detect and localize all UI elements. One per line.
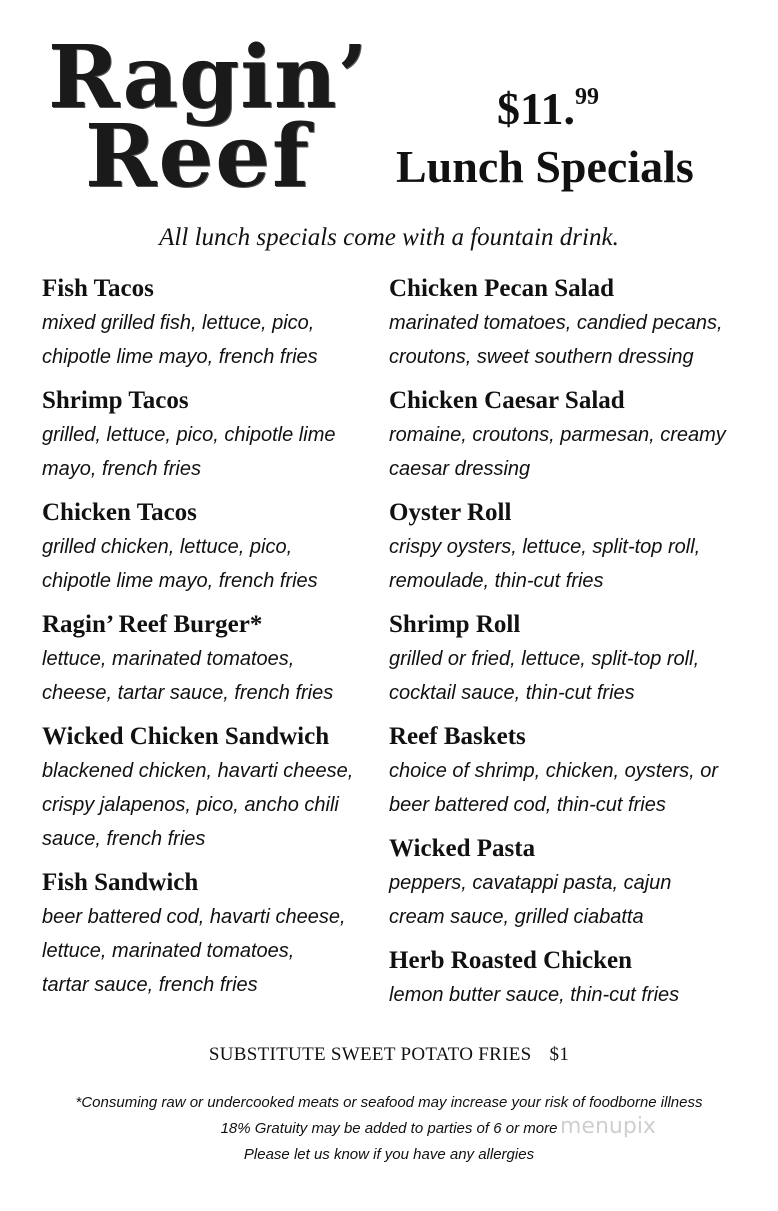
ragin-reef-logo bbox=[48, 27, 369, 208]
menu-item bbox=[389, 496, 774, 598]
menu-item-name: Fish Tacos bbox=[42, 275, 154, 302]
menu-item-name: Oyster Roll bbox=[389, 499, 512, 526]
menu-item-name: Ragin’ Reef Burger* bbox=[42, 611, 263, 638]
price-cents: 99 bbox=[574, 84, 599, 110]
menu-item-name: Chicken Caesar Salad bbox=[389, 387, 625, 414]
watermark: menupix bbox=[560, 1114, 656, 1139]
menu-item-desc: lettuce, marinated tomatoes, bbox=[42, 648, 295, 670]
menu-item bbox=[42, 272, 382, 374]
menu-item-name: Wicked Pasta bbox=[389, 835, 536, 862]
menu-item bbox=[42, 866, 382, 1002]
menu-item-desc: blackened chicken, havarti cheese, bbox=[42, 760, 354, 782]
tagline: All lunch specials come with a fountain drink. bbox=[159, 224, 619, 251]
menu-item-name: Shrimp Roll bbox=[389, 611, 521, 638]
price-dollars: $11. bbox=[497, 83, 575, 134]
menu-item bbox=[42, 720, 382, 856]
gratuity-note: 18% Gratuity may be added to parties of 6 or more bbox=[220, 1120, 558, 1137]
menu-item-desc: sauce, french fries bbox=[42, 828, 206, 850]
menu-item-desc: choice of shrimp, chicken, oysters, or bbox=[389, 760, 719, 782]
substitute-price: $1 bbox=[549, 1044, 570, 1065]
menu-item-desc: tartar sauce, french fries bbox=[42, 974, 258, 996]
menu-item bbox=[389, 272, 774, 374]
menu-item-desc: crispy jalapenos, pico, ancho chili bbox=[42, 794, 339, 816]
menu-item-name: Reef Baskets bbox=[389, 723, 526, 750]
menu-item-desc: cheese, tartar sauce, french fries bbox=[42, 682, 334, 704]
menu-item-name: Shrimp Tacos bbox=[42, 387, 189, 414]
menu-item-desc: mayo, french fries bbox=[42, 458, 201, 480]
menu-item-desc: chipotle lime mayo, french fries bbox=[42, 346, 318, 368]
menu-item bbox=[42, 496, 382, 598]
menu-item-desc: remoulade, thin-cut fries bbox=[389, 570, 604, 592]
logo-line-2: Reef bbox=[85, 106, 311, 208]
menu-item-desc: cream sauce, grilled ciabatta bbox=[389, 906, 644, 928]
page-title: Lunch Specials bbox=[396, 141, 694, 192]
menu-column-left bbox=[42, 272, 382, 1012]
menu-item-desc: crispy oysters, lettuce, split-top roll, bbox=[389, 536, 701, 558]
menu-item-desc: beer battered cod, thin-cut fries bbox=[389, 794, 666, 816]
menu-item-desc: grilled or fried, lettuce, split-top roll, bbox=[389, 648, 700, 670]
menu-item-desc: lettuce, marinated tomatoes, bbox=[42, 940, 295, 962]
menu-item-desc: lemon butter sauce, thin-cut fries bbox=[389, 984, 680, 1006]
menu-column-right bbox=[389, 272, 774, 1022]
menu-item-desc: grilled, lettuce, pico, chipotle lime bbox=[42, 424, 336, 446]
menu-item-name: Chicken Tacos bbox=[42, 499, 197, 526]
consumer-advisory: *Consuming raw or undercooked meats or seafood may increase your risk of foodborne illness bbox=[75, 1094, 703, 1111]
menu-item bbox=[389, 608, 774, 710]
menu-item-name: Chicken Pecan Salad bbox=[389, 275, 615, 302]
substitute-line bbox=[0, 1044, 778, 1066]
menu-item-desc: croutons, sweet southern dressing bbox=[389, 346, 694, 368]
menu-item-desc: romaine, croutons, parmesan, creamy bbox=[389, 424, 726, 446]
menu-item bbox=[389, 832, 774, 934]
logo-line-1: Ragin’ bbox=[48, 27, 369, 128]
menu-item-name: Fish Sandwich bbox=[42, 869, 199, 896]
menu-item bbox=[389, 720, 774, 822]
menu-item bbox=[42, 608, 382, 710]
menu-item-desc: cocktail sauce, thin-cut fries bbox=[389, 682, 635, 704]
menu-item-name: Wicked Chicken Sandwich bbox=[42, 723, 330, 750]
menu-item bbox=[42, 384, 382, 486]
menu-item-desc: beer battered cod, havarti cheese, bbox=[42, 906, 346, 928]
menu-item-desc: marinated tomatoes, candied pecans, bbox=[389, 312, 723, 334]
substitute-label: SUBSTITUTE SWEET POTATO FRIES bbox=[208, 1044, 532, 1065]
menu-item bbox=[389, 944, 774, 1012]
lunch-price bbox=[497, 82, 599, 135]
menu-item-desc: chipotle lime mayo, french fries bbox=[42, 570, 318, 592]
menu-item-desc: grilled chicken, lettuce, pico, bbox=[42, 536, 293, 558]
allergy-note: Please let us know if you have any allergies bbox=[243, 1146, 535, 1163]
menu-item-name: Herb Roasted Chicken bbox=[389, 947, 633, 974]
menu-item-desc: mixed grilled fish, lettuce, pico, bbox=[42, 312, 315, 334]
menu-item bbox=[389, 384, 774, 486]
menu-item-desc: peppers, cavatappi pasta, cajun bbox=[389, 872, 672, 894]
menu-item-desc: caesar dressing bbox=[389, 458, 531, 480]
